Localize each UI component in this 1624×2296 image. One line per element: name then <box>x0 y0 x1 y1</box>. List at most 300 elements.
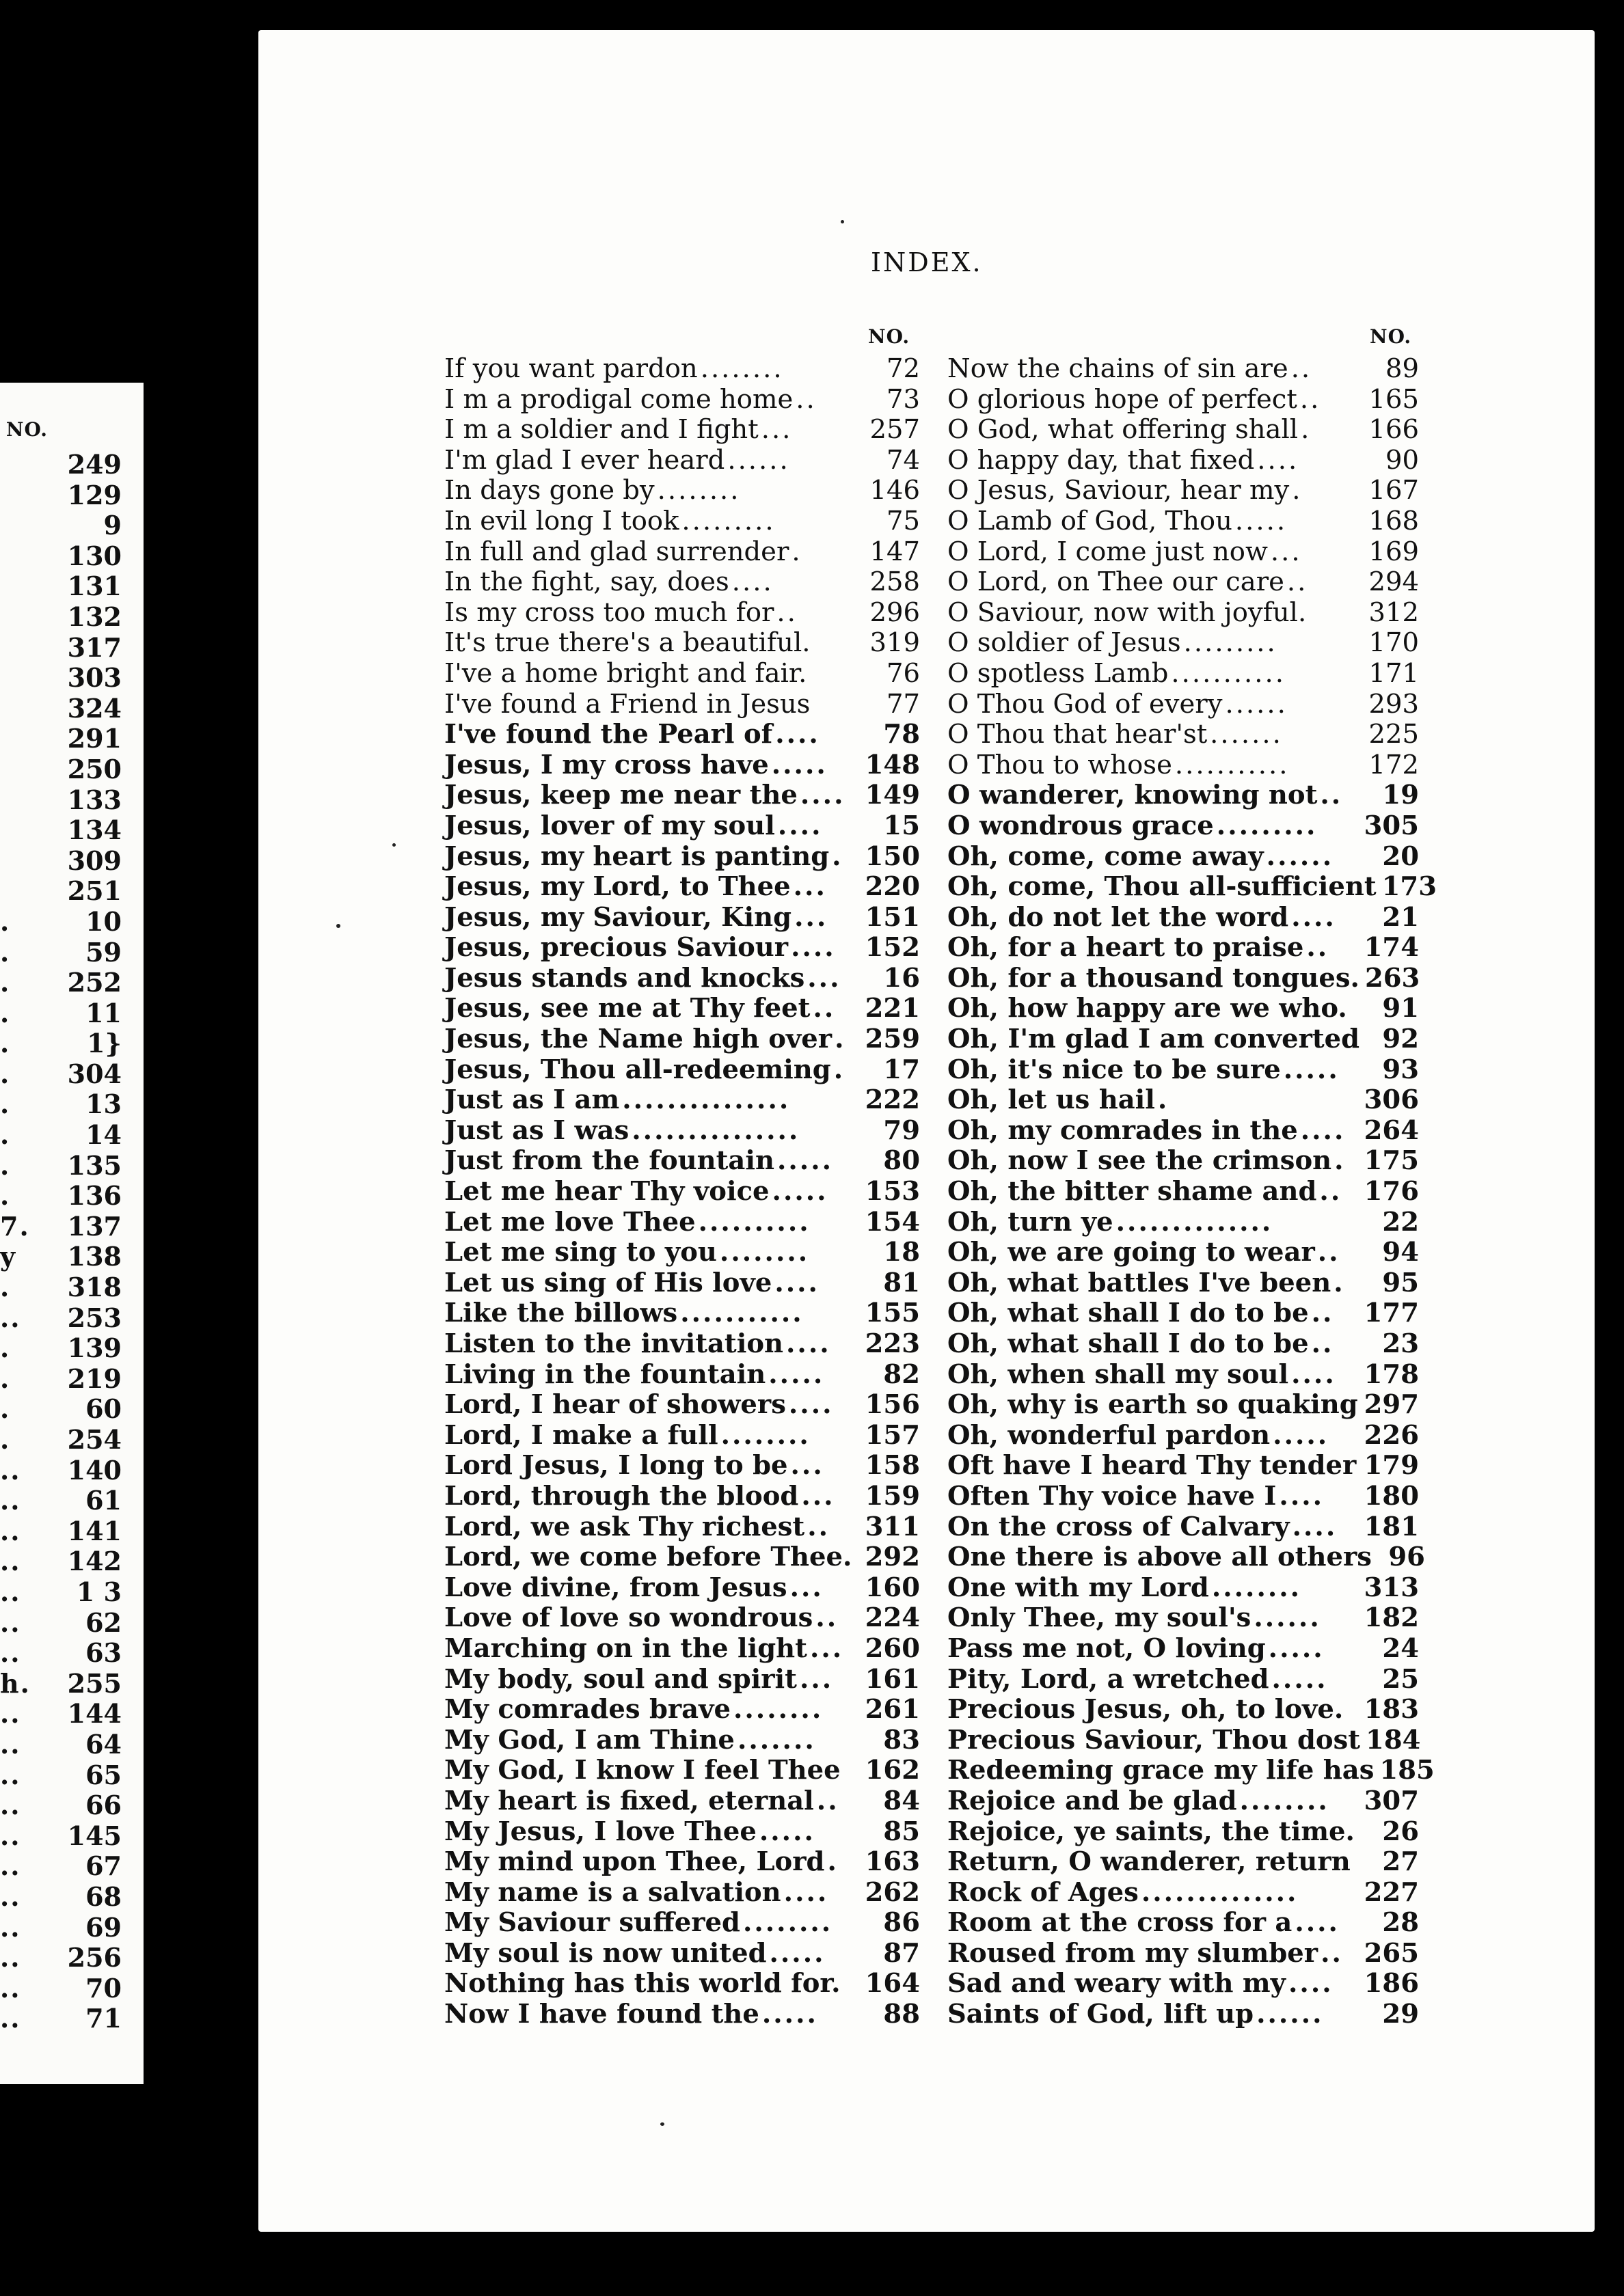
facing-page-entry <box>0 633 122 664</box>
hymn-title: I m a soldier and I fight <box>444 414 759 446</box>
index-column-2 <box>947 353 1437 2030</box>
index-entry <box>444 1999 920 2030</box>
hymn-title: Listen to the invitation <box>444 1328 784 1359</box>
hymn-title: One there is above all others <box>947 1542 1372 1573</box>
hymn-title: Lord Jesus, I long to be <box>444 1450 788 1481</box>
hymn-number: 78 <box>883 719 920 750</box>
index-column-1 <box>444 354 920 2030</box>
dot-leader: .. <box>813 993 836 1024</box>
hymn-number: 169 <box>1368 536 1419 567</box>
hymn-number: 167 <box>1368 475 1419 506</box>
dot-leader: .............. <box>1115 1206 1273 1238</box>
hymn-number: 176 <box>1364 1176 1419 1207</box>
dot-leader: . <box>832 840 843 872</box>
facing-page-entry <box>0 1973 122 2004</box>
index-entry <box>444 1024 920 1055</box>
dot-leader: .... <box>1279 1480 1325 1512</box>
dot-leader: .. <box>796 383 817 415</box>
dot-leader: . <box>791 536 802 567</box>
facing-page-number: 141 <box>67 1515 122 1546</box>
hymn-title: Now the chains of sin are <box>947 353 1288 384</box>
facing-page-entry <box>0 1425 122 1456</box>
hymn-number: 81 <box>883 1267 920 1298</box>
facing-page-entry <box>0 1699 122 1730</box>
index-entry <box>444 811 920 842</box>
facing-page-number: 13 <box>85 1089 122 1120</box>
hymn-number: 16 <box>883 962 920 994</box>
index-entry <box>947 385 1419 415</box>
index-entry <box>444 1451 920 1481</box>
index-entry <box>444 537 920 568</box>
facing-page-number: 11 <box>85 997 122 1028</box>
hymn-title: Oh, why is earth so quaking <box>947 1389 1358 1421</box>
dot-leader: ...... <box>727 444 790 476</box>
index-entry <box>444 1665 920 1695</box>
index-entry <box>947 1786 1419 1817</box>
dot-leader: . <box>1334 1267 1345 1298</box>
index-entry <box>444 994 920 1024</box>
hymn-title: My body, soul and spirit <box>444 1663 797 1695</box>
facing-page-entry <box>0 1608 122 1639</box>
hymn-number: 163 <box>865 1846 920 1878</box>
hymn-title: Love divine, from Jesus <box>444 1572 787 1603</box>
hymn-title: I've found the Pearl of <box>444 719 773 750</box>
dot-leader: .... <box>731 566 774 598</box>
hymn-title: I've found a Friend in Jesus <box>444 688 811 720</box>
index-entry <box>444 1085 920 1116</box>
hymn-title: My mind upon Thee, Lord <box>444 1846 825 1878</box>
index-entry <box>947 994 1419 1024</box>
dot-leader: .. <box>1290 353 1312 384</box>
facing-page-entry <box>0 1394 122 1425</box>
facing-page-number: 252 <box>67 967 122 998</box>
hymn-number: 152 <box>865 932 920 964</box>
hymn-number: 93 <box>1382 1054 1419 1085</box>
index-entry <box>444 1755 920 1786</box>
index-entry <box>947 689 1419 720</box>
facing-page-leader: .. <box>0 1302 21 1333</box>
index-entry <box>947 476 1419 506</box>
hymn-number: 312 <box>1368 597 1419 628</box>
dot-leader: ..... <box>1273 1419 1329 1451</box>
hymn-number: 224 <box>865 1602 920 1634</box>
index-entry <box>444 506 920 537</box>
hymn-title: If you want pardon <box>444 353 698 384</box>
hymn-number: 180 <box>1364 1480 1419 1512</box>
index-entry <box>947 1268 1419 1299</box>
facing-page-number: 130 <box>67 540 122 571</box>
hymn-title: Like the billows <box>444 1298 678 1329</box>
facing-page-number: 131 <box>67 571 122 602</box>
hymn-title: Oh, come, Thou all-sufficient <box>947 871 1377 903</box>
hymn-title: My heart is fixed, eternal <box>444 1785 814 1816</box>
index-entry <box>444 415 920 446</box>
hymn-title: Marching on in the light <box>444 1632 807 1664</box>
hymn-title: Jesus, see me at Thy feet <box>444 993 811 1024</box>
facing-page-number: 9 <box>103 510 122 541</box>
hymn-title: O Lamb of God, Thou <box>947 505 1232 536</box>
hymn-title: Living in the fountain <box>444 1358 766 1390</box>
index-entry <box>444 780 920 811</box>
hymn-number: 77 <box>887 688 920 720</box>
facing-page-entry <box>0 907 122 938</box>
hymn-number: 149 <box>865 780 920 811</box>
hymn-number: 79 <box>883 1115 920 1146</box>
dot-leader: .... <box>1292 1511 1338 1542</box>
facing-page-entry <box>0 1730 122 1760</box>
facing-page-number: 254 <box>67 1424 122 1455</box>
index-entry <box>947 1024 1419 1055</box>
hymn-number: 223 <box>865 1328 920 1359</box>
dot-leader: ...... <box>1254 1602 1321 1634</box>
hymn-number: 170 <box>1368 627 1419 659</box>
index-entry <box>947 903 1419 933</box>
facing-page-entry <box>0 938 122 968</box>
index-entry <box>947 1512 1419 1543</box>
dot-leader: . <box>833 1054 845 1085</box>
facing-page-entry <box>0 876 122 907</box>
hymn-title: Oh, what shall I do to be <box>947 1298 1309 1329</box>
dot-leader: ...... <box>1256 1999 1324 2030</box>
dot-leader: .. <box>1306 932 1329 964</box>
hymn-title: Rejoice and be glad <box>947 1785 1237 1816</box>
dot-leader: ... <box>790 1450 824 1481</box>
hymn-title: In days gone by <box>444 475 655 506</box>
dot-leader: ..... <box>1268 1632 1325 1664</box>
index-entry <box>947 567 1419 598</box>
hymn-title: O Lord, I come just now <box>947 536 1268 567</box>
dot-leader: ..... <box>1234 505 1288 536</box>
facing-page-number: 318 <box>67 1272 122 1303</box>
hymn-title: Sad and weary with my <box>947 1968 1286 1999</box>
facing-page-number: 304 <box>67 1058 122 1089</box>
hymn-title: Oh, come, come away <box>947 840 1264 872</box>
index-entry <box>947 415 1419 446</box>
index-entry <box>947 750 1419 781</box>
facing-page-entry <box>0 1364 122 1395</box>
facing-page-entry <box>0 1790 122 1821</box>
facing-page-number: 142 <box>67 1546 122 1577</box>
hymn-number: 96 <box>1388 1542 1425 1573</box>
dot-leader: . <box>1157 1084 1169 1116</box>
hymn-number: 83 <box>883 1724 920 1755</box>
hymn-number: 179 <box>1364 1450 1419 1481</box>
index-entry <box>444 598 920 629</box>
facing-page-number: 134 <box>67 815 122 846</box>
facing-page-number: 71 <box>85 2003 122 2034</box>
print-speck <box>841 220 844 223</box>
hymn-number: 84 <box>883 1785 920 1816</box>
facing-page-entry <box>0 1882 122 1913</box>
hymn-title: Oh, when shall my soul <box>947 1358 1289 1390</box>
facing-page-number: 63 <box>85 1637 122 1669</box>
index-entry <box>444 1847 920 1878</box>
index-entry <box>947 1573 1419 1604</box>
hymn-title: I've a home bright and fair. <box>444 657 807 689</box>
hymn-number: 294 <box>1368 566 1419 598</box>
hymn-title: O Lord, on Thee our care <box>947 566 1284 598</box>
hymn-number: 153 <box>865 1176 920 1207</box>
index-entry <box>947 1238 1419 1268</box>
hymn-number: 25 <box>1382 1663 1419 1695</box>
index-entry <box>444 933 920 964</box>
facing-page-no-header: NO. <box>5 418 48 441</box>
hymn-title: O Thou that hear'st <box>947 719 1208 750</box>
hymn-number: 20 <box>1382 840 1419 872</box>
hymn-number: 29 <box>1382 1999 1419 2030</box>
facing-page-entry <box>0 724 122 754</box>
hymn-number: 157 <box>865 1419 920 1451</box>
hymn-number: 18 <box>883 1237 920 1268</box>
dot-leader: .. <box>1319 1176 1342 1207</box>
index-entry <box>444 1177 920 1207</box>
index-entry <box>947 1634 1419 1665</box>
dot-leader: ........... <box>1174 749 1290 780</box>
dot-leader: .. <box>776 597 798 628</box>
hymn-number: 160 <box>865 1572 920 1603</box>
dot-leader: ... <box>801 1480 835 1512</box>
facing-page-leader: . <box>0 1149 11 1181</box>
facing-page-leader: .. <box>0 1698 21 1730</box>
hymn-number: 86 <box>883 1907 920 1939</box>
facing-page-leader: . <box>0 997 11 1028</box>
facing-page-leader: .. <box>0 1881 21 1912</box>
hymn-number: 158 <box>865 1450 920 1481</box>
facing-page-entry <box>0 571 122 602</box>
hymn-title: O soldier of Jesus <box>947 627 1181 659</box>
facing-page-entry <box>0 1760 122 1791</box>
dot-leader: ........... <box>680 1298 804 1329</box>
hymn-title: Oh, wonderful pardon <box>947 1419 1271 1451</box>
hymn-title: Lord, we ask Thy richest <box>444 1511 805 1542</box>
index-entry <box>444 628 920 659</box>
facing-page-leader: .. <box>0 1454 21 1486</box>
hymn-title: Roused from my slumber <box>947 1937 1318 1969</box>
facing-page-entry <box>0 1943 122 1973</box>
hymn-number: 296 <box>869 597 920 628</box>
dot-leader: .... <box>1295 1907 1340 1939</box>
hymn-number: 220 <box>865 871 920 903</box>
hymn-title: O glorious hope of perfect <box>947 383 1297 415</box>
dot-leader: .... <box>777 810 823 841</box>
hymn-number: 311 <box>865 1511 920 1542</box>
index-entry <box>444 1878 920 1909</box>
dot-leader: .. <box>815 1602 839 1634</box>
hymn-title: O Thou God of every <box>947 688 1223 720</box>
dot-leader: .. <box>816 1785 839 1816</box>
dot-leader: .... <box>788 1389 834 1421</box>
hymn-number: 222 <box>865 1084 920 1116</box>
dot-leader: .... <box>1300 1115 1346 1146</box>
hymn-title: Oh, for a heart to praise <box>947 932 1304 964</box>
index-entry <box>444 872 920 903</box>
facing-page-number-list <box>0 450 122 2034</box>
facing-page-leader: .. <box>0 1790 21 1821</box>
dot-leader: ........ <box>1211 1572 1302 1603</box>
hymn-number: 181 <box>1364 1511 1419 1542</box>
hymn-number: 15 <box>883 810 920 841</box>
dot-leader: .. <box>1299 383 1321 415</box>
dot-leader: ... <box>809 1632 844 1664</box>
dot-leader: ......... <box>1183 627 1277 659</box>
hymn-number: 319 <box>869 627 920 659</box>
index-entry <box>444 354 920 385</box>
facing-page-number: 14 <box>85 1119 122 1151</box>
hymn-title: Jesus, my Saviour, King <box>444 901 792 933</box>
hymn-number: 89 <box>1385 353 1419 384</box>
hymn-number: 177 <box>1364 1298 1419 1329</box>
facing-page-entry <box>0 1486 122 1516</box>
index-entry <box>444 842 920 873</box>
index-entry <box>947 780 1419 811</box>
facing-page-entry <box>0 1212 122 1242</box>
index-entry <box>947 659 1419 689</box>
hymn-number: 27 <box>1382 1846 1419 1878</box>
hymn-number: 161 <box>865 1663 920 1695</box>
facing-page-entry <box>0 1516 122 1547</box>
hymn-title: Room at the cross for a <box>947 1907 1293 1939</box>
hymn-title: Jesus, lover of my soul <box>444 810 775 841</box>
facing-page-entry <box>0 1120 122 1151</box>
index-entry <box>947 1177 1419 1207</box>
hymn-title: My name is a salvation <box>444 1876 781 1908</box>
hymn-title: Jesus, my Lord, to Thee <box>444 871 791 903</box>
hymn-number: 258 <box>869 566 920 598</box>
hymn-title: Jesus, keep me near the <box>444 780 798 811</box>
column-2-no-header: NO. <box>1370 325 1412 348</box>
facing-page-entry <box>0 1181 122 1212</box>
facing-page-number: 309 <box>67 845 122 876</box>
print-speck <box>660 2122 664 2126</box>
facing-page-entry <box>0 846 122 877</box>
hymn-title: On the cross of Calvary <box>947 1511 1290 1542</box>
hymn-title: Oh, for a thousand tongues. <box>947 962 1359 994</box>
facing-page-entry <box>0 998 122 1029</box>
hymn-title: Lord, we come before Thee. <box>444 1542 852 1573</box>
hymn-number: 80 <box>883 1145 920 1177</box>
facing-page-number: 256 <box>67 1942 122 1973</box>
hymn-title: Let me hear Thy voice <box>444 1176 770 1207</box>
hymn-title: Let me sing to you <box>444 1237 717 1268</box>
hymn-number: 26 <box>1382 1816 1419 1847</box>
index-entry <box>947 1390 1419 1421</box>
hymn-title: Oh, how happy are we who. <box>947 993 1347 1024</box>
facing-page-number: 1} <box>87 1028 122 1059</box>
index-entry <box>444 1512 920 1543</box>
dot-leader: ......... <box>1216 810 1318 841</box>
index-entry <box>947 720 1419 750</box>
hymn-number: 85 <box>883 1816 920 1847</box>
index-entry <box>947 354 1419 385</box>
hymn-title: Only Thee, my soul's <box>947 1602 1251 1634</box>
index-entry <box>947 1360 1419 1391</box>
facing-page-number: 62 <box>85 1607 122 1638</box>
index-entry <box>444 1786 920 1817</box>
hymn-number: 166 <box>1368 414 1419 446</box>
hymn-title: Pass me not, O loving <box>947 1632 1266 1664</box>
index-entry <box>444 1146 920 1177</box>
hymn-number: 313 <box>1364 1572 1419 1603</box>
index-entry <box>444 1542 920 1573</box>
hymn-title: Just as I am <box>444 1084 620 1116</box>
dot-leader: ........ <box>1239 1785 1329 1816</box>
hymn-number: 156 <box>865 1389 920 1421</box>
index-entry <box>444 1573 920 1604</box>
facing-page-leader: .. <box>0 1728 21 1760</box>
hymn-title: My soul is now united <box>444 1937 767 1969</box>
hymn-number: 178 <box>1364 1358 1419 1390</box>
hymn-number: 87 <box>883 1937 920 1969</box>
hymn-number: 225 <box>1368 719 1419 750</box>
hymn-title: Lord, I make a full <box>444 1419 718 1451</box>
facing-page-number: 135 <box>67 1149 122 1181</box>
facing-page-number: 61 <box>85 1485 122 1516</box>
facing-page-entry <box>0 694 122 724</box>
index-entry <box>947 1329 1419 1360</box>
index-entry <box>444 1298 920 1329</box>
facing-page-entry <box>0 1821 122 1852</box>
hymn-title: O wanderer, knowing not <box>947 780 1318 811</box>
index-entry <box>444 1939 920 1969</box>
facing-page-entry <box>0 663 122 694</box>
facing-page-entry <box>0 1456 122 1486</box>
dot-leader: ........ <box>733 1694 824 1725</box>
facing-page-number: 137 <box>67 1210 122 1242</box>
facing-page-leader: . <box>0 905 11 937</box>
index-entry <box>947 842 1419 873</box>
index-entry <box>947 1481 1419 1512</box>
facing-page-number: 1 3 <box>76 1576 122 1607</box>
dot-leader: .... <box>1288 1968 1334 1999</box>
hymn-title: Just from the fountain <box>444 1145 774 1177</box>
index-entry <box>444 659 920 689</box>
dot-leader: .... <box>1257 444 1299 476</box>
hymn-title: Redeeming grace my life has <box>947 1755 1375 1786</box>
facing-page-number: 317 <box>67 631 122 663</box>
facing-page-entry <box>0 1333 122 1364</box>
hymn-number: 19 <box>1382 780 1419 811</box>
dot-leader: .............. <box>1141 1876 1299 1908</box>
hymn-title: Let me love Thee <box>444 1206 696 1238</box>
dot-leader: ... <box>799 1663 834 1695</box>
facing-page-entry <box>0 1638 122 1669</box>
hymn-number: 76 <box>887 657 920 689</box>
hymn-title: Precious Saviour, Thou dost <box>947 1724 1361 1755</box>
index-entry <box>444 476 920 506</box>
index-entry <box>947 1421 1419 1451</box>
hymn-title: O Saviour, now with joyful. <box>947 597 1307 628</box>
hymn-title: O Thou to whose <box>947 749 1172 780</box>
hymn-number: 184 <box>1366 1724 1421 1755</box>
hymn-number: 91 <box>1382 993 1419 1024</box>
hymn-number: 147 <box>869 536 920 567</box>
dot-leader: . <box>1292 475 1303 506</box>
facing-page-leader: .. <box>0 1972 21 2004</box>
facing-page-number: 291 <box>67 723 122 754</box>
index-entry <box>947 1603 1419 1634</box>
facing-page-number: 250 <box>67 753 122 784</box>
facing-page-entry <box>0 1577 122 1608</box>
index-entry <box>947 871 1437 903</box>
print-speck <box>336 924 340 928</box>
hymn-title: I'm glad I ever heard <box>444 444 725 476</box>
facing-page-leader: .. <box>0 1576 21 1607</box>
facing-page-leader: . <box>0 1272 11 1303</box>
index-entry <box>947 1085 1419 1116</box>
hymn-title: Is my cross too much for <box>444 597 774 628</box>
index-entry <box>947 506 1419 537</box>
hymn-number: 172 <box>1368 749 1419 780</box>
